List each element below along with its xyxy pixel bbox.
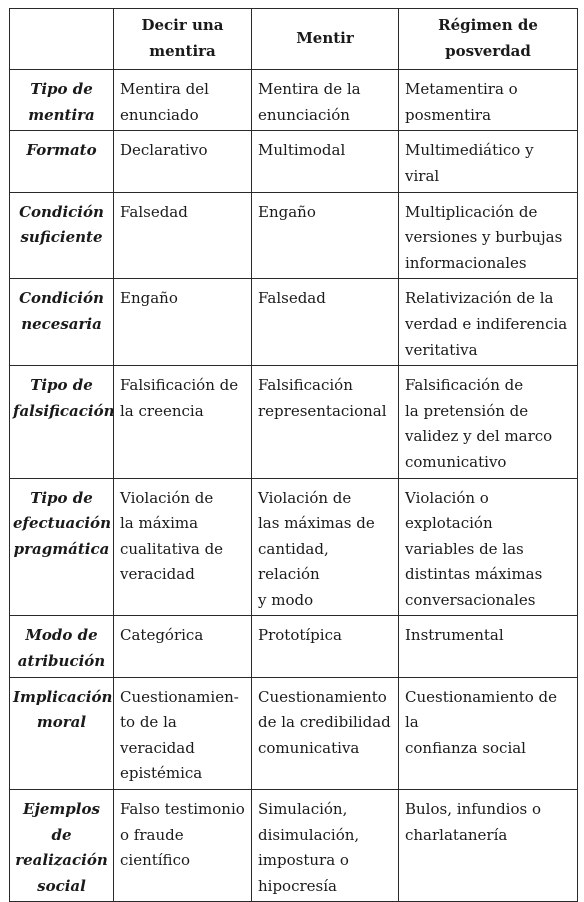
table-cell: Prototípica xyxy=(252,616,399,677)
table-cell: Cuestionamiento de la confianza social xyxy=(399,677,578,789)
row-header: Condición necesaria xyxy=(10,279,114,366)
table-row xyxy=(10,192,578,279)
table-cell: Multimediático y viral xyxy=(399,131,578,192)
table-cell: Relativización de la verdad e indiferencia veritativa xyxy=(399,279,578,366)
header-row xyxy=(10,9,578,70)
table-cell: Violación de las máximas de cantidad, relación y modo xyxy=(252,478,399,616)
table-cell: Instrumental xyxy=(399,616,578,677)
table-row xyxy=(10,790,578,902)
table-cell: Mentira de la enunciación xyxy=(252,70,399,131)
comparison-table xyxy=(9,8,578,902)
table-cell: Cuestionamien- to de la veracidad epistémica xyxy=(114,677,252,789)
row-header: Ejemplos de realización social xyxy=(10,790,114,902)
table-row xyxy=(10,478,578,616)
table-cell: Engaño xyxy=(114,279,252,366)
table-row xyxy=(10,366,578,478)
table-row xyxy=(10,677,578,789)
row-header: Tipo de falsificación xyxy=(10,366,114,478)
row-header: Tipo de efectuación pragmática xyxy=(10,478,114,616)
table-cell: Falsedad xyxy=(252,279,399,366)
table-cell: Falsificación de la pretensión de validez y del marco comunicativo xyxy=(399,366,578,478)
corner-cell xyxy=(10,9,114,70)
table-cell: Engaño xyxy=(252,192,399,279)
table-row xyxy=(10,616,578,677)
column-header: Régimen de posverdad xyxy=(399,9,578,70)
table-row xyxy=(10,279,578,366)
row-header: Formato xyxy=(10,131,114,192)
column-header: Mentir xyxy=(252,9,399,70)
table-cell: Bulos, infundios o charlatanería xyxy=(399,790,578,902)
table-cell: Violación o explotación variables de las distintas máximas conversacionales xyxy=(399,478,578,616)
table-cell: Falso testimonio o fraude científico xyxy=(114,790,252,902)
row-header: Tipo de mentira xyxy=(10,70,114,131)
row-header: Condición suficiente xyxy=(10,192,114,279)
column-header: Decir una mentira xyxy=(114,9,252,70)
row-header: Modo de atribución xyxy=(10,616,114,677)
table-cell: Falsedad xyxy=(114,192,252,279)
table-row xyxy=(10,70,578,131)
table-cell: Categórica xyxy=(114,616,252,677)
table-cell: Cuestionamiento de la credibilidad comunicativa xyxy=(252,677,399,789)
table-cell: Falsificación representacional xyxy=(252,366,399,478)
table-cell: Multiplicación de versiones y burbujas informacionales xyxy=(399,192,578,279)
table-cell: Violación de la máxima cualitativa de veracidad xyxy=(114,478,252,616)
table-cell: Multimodal xyxy=(252,131,399,192)
table-cell: Mentira del enunciado xyxy=(114,70,252,131)
row-header: Implicación moral xyxy=(10,677,114,789)
table-cell: Declarativo xyxy=(114,131,252,192)
table-row xyxy=(10,131,578,192)
table-cell: Simulación, disimulación, impostura o hipocresía xyxy=(252,790,399,902)
table-cell: Falsificación de la creencia xyxy=(114,366,252,478)
table-cell: Metamentira o posmentira xyxy=(399,70,578,131)
